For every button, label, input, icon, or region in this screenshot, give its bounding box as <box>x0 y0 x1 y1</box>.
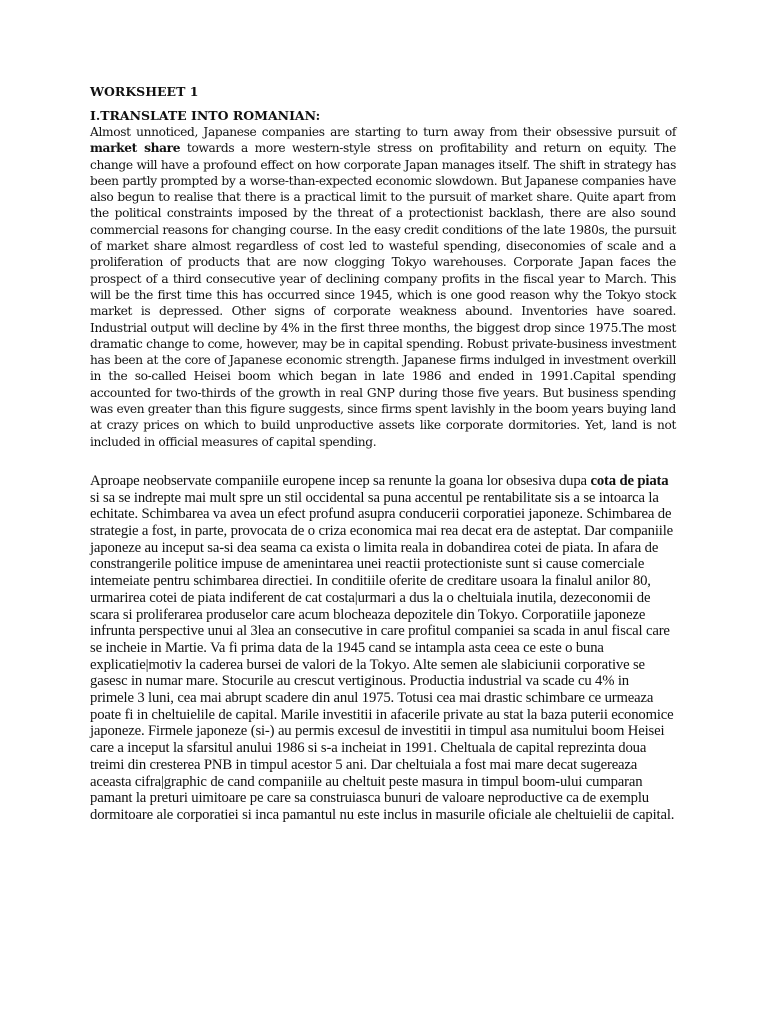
english-keyword: market share <box>90 141 181 156</box>
romanian-intro: Aproape neobservate companiile europene incep sa renunte la goana lor obsesiva dupa <box>90 472 587 489</box>
section-heading: I.TRANSLATE INTO ROMANIAN: <box>90 108 321 123</box>
romanian-paragraph <box>90 473 676 824</box>
worksheet-page <box>90 84 676 824</box>
romanian-body: si sa se indrepte mai mult spre un stil occidental sa puna accentul pe rentabilitate sis a se intoarca la echitate. Schimbarea va avea un efect profund asupra conducerii corporatiei japoneze. Schimbarea de strategie a fost, in parte, provocata de o criza economica mai rea decat era de asteptat. Dar companiile japoneze au inceput sa-si dea seama ca exista o limita reala in dobandirea cotei de piata. In afara de constrangerile politice impuse de amenintarea unei reactii protectioniste sunt si cause comerciale intemeiate pentru schimbarea directiei. In conditiile oferite de creditare usoara la finalul anilor 80, urmarirea cotei de piata indiferent de cat costa|urmari a dus la o cheltuiala inutila, dezeconomii de scara si proliferarea produselor care acum blocheaza depozitele din Tokyo. Corporatiile japoneze infrunta perspective unui al 3lea an consecutive in care profitul companiei sa scada in anul fiscal care se incheie in Martie. Va fi prima data de la 1945 cand se intampla asta ceea ce este o buna explicatie|motiv la caderea bursei de valori de la Tokyo. Alte semen ale slabiciunii corporative se gasesc in numar mare. Stocurile au crescut vertiginous. Productia industrial va scade cu 4% in primele 3 luni, cea mai abrupt scadere din anul 1975. Totusi cea mai drastic schimbare ce urmeaza poate fi in cheltuielile de capital. Marile investitii in afacerile private au stat la baza puterii economice japoneze. Firmele japoneze (si-) au permis excesul de investitii in timpul asa numitului boom Heisei care a inceput la sfarsitul anului 1986 si s-a incheiat in 1991. Cheltuala de capital reprezinta doua treimi din cresterea PNB in timpul acestor 5 ani. Dar cheltuiala a fost mai mare decat sugereaza aceasta cifra|graphic de cand companiile au cheltuit peste masura in timpul boom-ului cumparan pamant la preturi uimitoare pe care sa construiasca bunuri de valoare neproductive ca de exemplu dormitoare ale corporatiei si inca pamantul nu este inclus in masurile oficiale ale cheltuielii de capital. <box>90 489 675 823</box>
english-paragraph <box>90 124 676 450</box>
english-body: towards a more western-style stress on profitability and return on equity. The change will have a profound effect on how corporate Japan manages itself. The shift in strategy has been partly prompted by a worse-than-expected economic slowdown. But Japanese companies have also begun to realise that there is a practical limit to the pursuit of market share. Quite apart from the political constraints imposed by the threat of a protectionist backlash, there are also sound commercial reasons for changing course. In the easy credit conditions of the late 1980s, the pursuit of market share almost regardless of cost led to wasteful spending, diseconomies of scale and a proliferation of products that are now clogging Tokyo warehouses. Corporate Japan faces the prospect of a third consecutive year of declining company profits in the fiscal year to March. This will be the first time this has occurred since 1945, which is one good reason why the Tokyo stock market is depressed. Other signs of corporate weakness abound. Inventories have soared. Industrial output will decline by 4% in the first three months, the biggest drop since 1975.The most dramatic change to come, however, may be in capital spending. Robust private-business investment has been at the core of Japanese economic strength. Japanese firms indulged in investment overkill in the so-called Heisei boom which began in late 1986 and ended in 1991.Capital spending accounted for two-thirds of the growth in real GNP during those five years. But business spending was even greater than this figure suggests, since firms spent lavishly in the boom years buying land at crazy prices on which to build unproductive assets like corporate dormitories. Yet, land is not included in official measures of capital spending. <box>90 141 676 449</box>
worksheet-title: WORKSHEET 1 <box>90 84 199 99</box>
romanian-keyword: cota de piata <box>590 472 669 489</box>
english-intro: Almost unnoticed, Japanese companies are starting to turn away from their obsessive pursuit of <box>90 125 676 139</box>
